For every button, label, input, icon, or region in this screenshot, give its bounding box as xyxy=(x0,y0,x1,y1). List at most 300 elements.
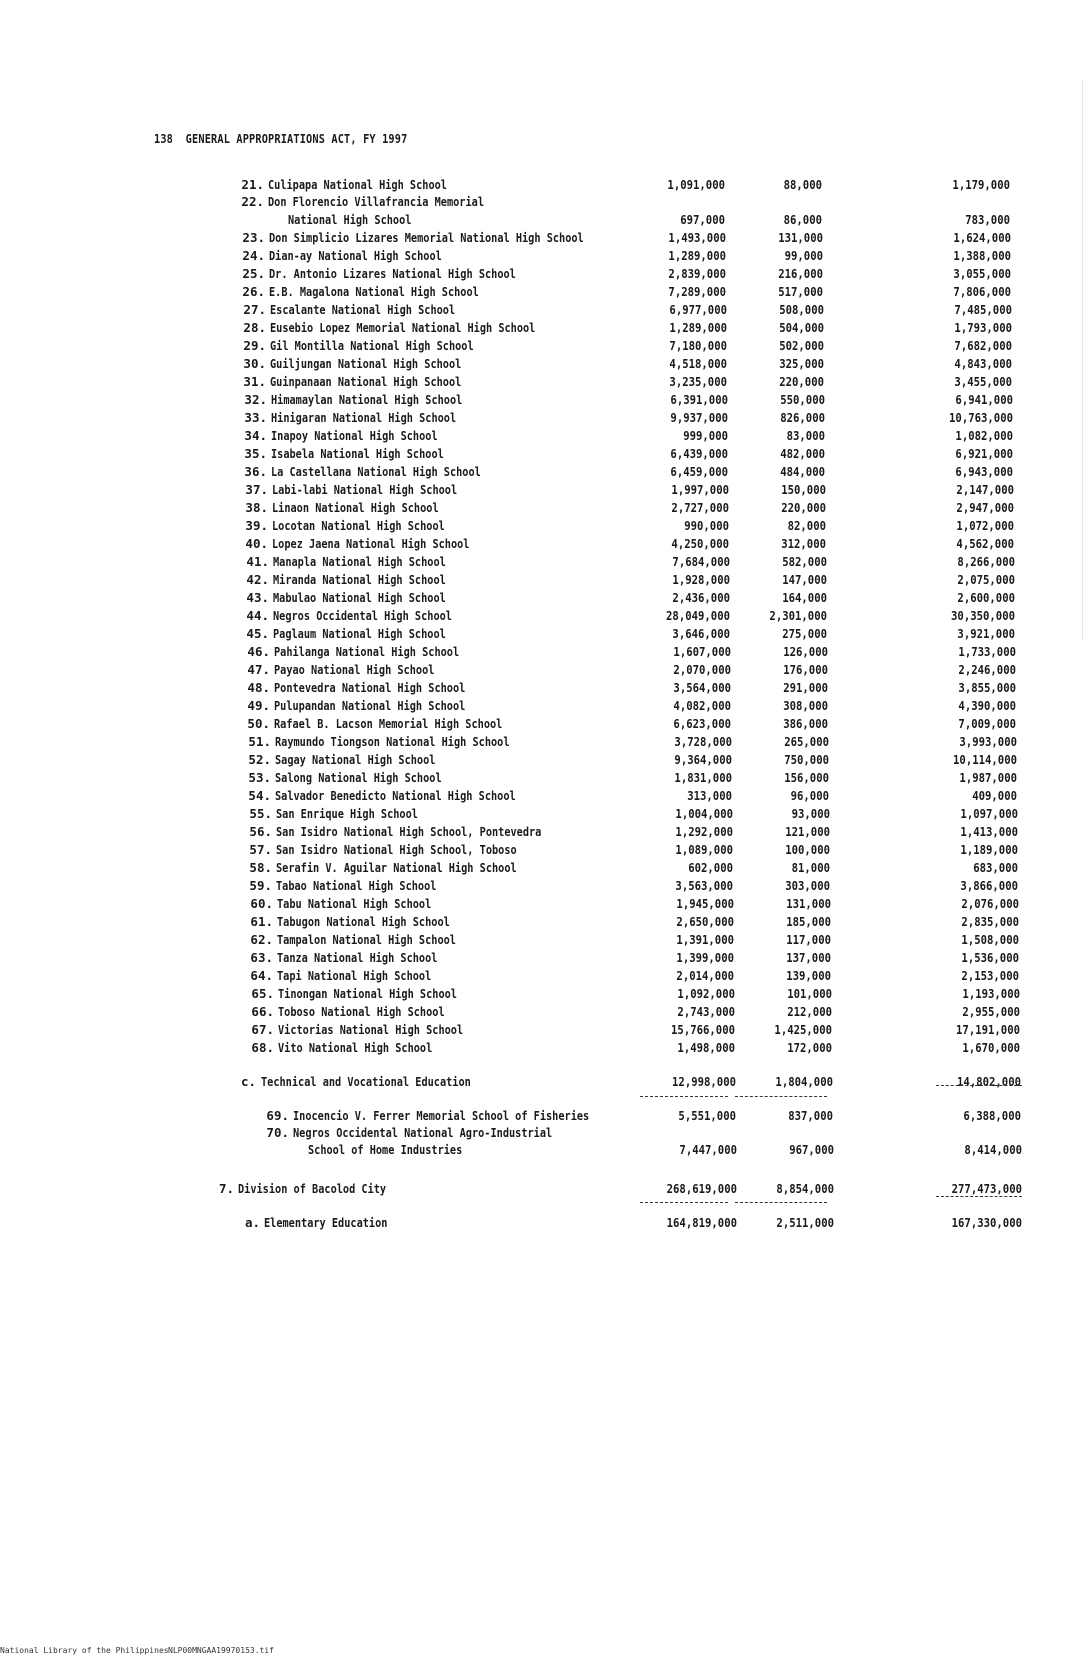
total-amount: 1,987,000 xyxy=(959,770,1017,785)
mooe-amount: 308,000 xyxy=(783,698,828,713)
item-number: 7. xyxy=(218,1181,234,1196)
personal-services-amount: 1,997,000 xyxy=(671,482,729,497)
school-name: Culipapa National High School xyxy=(268,177,447,192)
table-row xyxy=(0,716,1085,734)
school-name: Serafin V. Aguilar National High School xyxy=(276,860,517,875)
school-name: Negros Occidental High School xyxy=(273,608,452,623)
personal-services-amount: 28,049,000 xyxy=(666,608,730,623)
table-row xyxy=(0,1142,1085,1160)
total-amount: 7,009,000 xyxy=(958,716,1016,731)
table-row xyxy=(0,1108,1085,1126)
table-row xyxy=(0,1215,1085,1233)
mooe-amount: 82,000 xyxy=(787,518,826,533)
school-name: Gil Montilla National High School xyxy=(270,338,474,353)
personal-services-amount: 7,289,000 xyxy=(668,284,726,299)
personal-services-amount: 1,831,000 xyxy=(674,770,732,785)
total-amount: 2,955,000 xyxy=(962,1004,1020,1019)
file-identifier: NLP00MNGAA19970153.tif xyxy=(168,1646,274,1655)
school-name: Tapi National High School xyxy=(277,968,432,983)
mooe-amount: 517,000 xyxy=(778,284,823,299)
personal-services-amount: 1,092,000 xyxy=(677,986,735,1001)
school-name: Escalante National High School xyxy=(270,302,456,317)
item-number: 51. xyxy=(248,734,271,749)
item-number: 34. xyxy=(244,428,267,443)
personal-services-amount: 1,945,000 xyxy=(676,896,734,911)
mooe-amount: 550,000 xyxy=(780,392,825,407)
subtotal-rule xyxy=(735,1096,827,1097)
personal-services-amount: 999,000 xyxy=(683,428,728,443)
table-row xyxy=(0,932,1085,950)
mooe-amount: 101,000 xyxy=(787,986,832,1001)
total-amount: 2,075,000 xyxy=(957,572,1015,587)
school-name: Tinongan National High School xyxy=(278,986,457,1001)
item-number: 29. xyxy=(243,338,266,353)
mooe-amount: 967,000 xyxy=(789,1142,834,1157)
item-number: 38. xyxy=(245,500,268,515)
personal-services-amount: 2,070,000 xyxy=(673,662,731,677)
personal-services-amount: 3,564,000 xyxy=(673,680,731,695)
personal-services-amount: 5,551,000 xyxy=(678,1108,736,1123)
total-amount: 1,793,000 xyxy=(954,320,1012,335)
personal-services-amount: 697,000 xyxy=(680,212,725,227)
total-amount: 4,843,000 xyxy=(954,356,1012,371)
total-amount: 7,682,000 xyxy=(954,338,1012,353)
mooe-amount: 131,000 xyxy=(778,230,823,245)
mooe-amount: 504,000 xyxy=(779,320,824,335)
table-row xyxy=(0,860,1085,878)
mooe-amount: 837,000 xyxy=(788,1108,833,1123)
item-number: 41. xyxy=(246,554,269,569)
item-number: 22. xyxy=(241,194,264,209)
table-row xyxy=(0,482,1085,500)
school-name: Eusebio Lopez Memorial National High School xyxy=(270,320,536,335)
table-row xyxy=(0,284,1085,302)
mooe-amount: 216,000 xyxy=(778,266,823,281)
school-name: Dian-ay National High School xyxy=(269,248,442,263)
table-row xyxy=(0,392,1085,410)
item-number: 56. xyxy=(249,824,272,839)
table-row xyxy=(0,230,1085,248)
total-amount: 1,624,000 xyxy=(953,230,1011,245)
total-amount: 1,072,000 xyxy=(956,518,1014,533)
total-amount: 2,076,000 xyxy=(961,896,1019,911)
mooe-amount: 150,000 xyxy=(781,482,826,497)
item-number: 21. xyxy=(241,177,264,192)
item-number: 63. xyxy=(250,950,273,965)
personal-services-amount: 1,399,000 xyxy=(676,950,734,965)
personal-services-amount: 12,998,000 xyxy=(672,1074,736,1089)
mooe-amount: 502,000 xyxy=(779,338,824,353)
table-row xyxy=(0,356,1085,374)
item-number: c. xyxy=(240,1074,256,1089)
item-number: 31. xyxy=(243,374,266,389)
personal-services-amount: 2,743,000 xyxy=(677,1004,735,1019)
mooe-amount: 93,000 xyxy=(791,806,830,821)
item-number: 64. xyxy=(250,968,273,983)
item-number: 50. xyxy=(247,716,270,731)
school-name: San Enrique High School xyxy=(276,806,418,821)
total-amount: 14,802,000 xyxy=(957,1074,1021,1089)
total-amount: 6,941,000 xyxy=(955,392,1013,407)
mooe-amount: 1,804,000 xyxy=(775,1074,833,1089)
item-number: 46. xyxy=(247,644,270,659)
school-name: Mabulao National High School xyxy=(273,590,446,605)
table-row xyxy=(0,464,1085,482)
item-number: 37. xyxy=(245,482,268,497)
total-amount: 1,189,000 xyxy=(960,842,1018,857)
personal-services-amount: 602,000 xyxy=(688,860,733,875)
personal-services-amount: 2,650,000 xyxy=(676,914,734,929)
personal-services-amount: 1,089,000 xyxy=(675,842,733,857)
personal-services-amount: 1,498,000 xyxy=(677,1040,735,1055)
personal-services-amount: 1,091,000 xyxy=(667,177,725,192)
total-amount: 3,855,000 xyxy=(958,680,1016,695)
item-number: 58. xyxy=(249,860,272,875)
total-amount: 8,266,000 xyxy=(957,554,1015,569)
total-amount: 3,993,000 xyxy=(959,734,1017,749)
total-amount: 783,000 xyxy=(965,212,1010,227)
personal-services-amount: 15,766,000 xyxy=(671,1022,735,1037)
mooe-amount: 826,000 xyxy=(780,410,825,425)
mooe-amount: 176,000 xyxy=(783,662,828,677)
school-name: Tanza National High School xyxy=(277,950,438,965)
table-row xyxy=(0,266,1085,284)
item-number: 65. xyxy=(251,986,274,1001)
mooe-amount: 386,000 xyxy=(783,716,828,731)
school-name: Hinigaran National High School xyxy=(271,410,457,425)
total-amount: 3,455,000 xyxy=(954,374,1012,389)
table-row xyxy=(0,212,1085,230)
table-row xyxy=(0,500,1085,518)
item-number: 36. xyxy=(244,464,267,479)
personal-services-amount: 164,819,000 xyxy=(666,1215,737,1230)
school-name: Locotan National High School xyxy=(272,518,445,533)
subtotal-rule xyxy=(936,1085,1022,1086)
mooe-amount: 139,000 xyxy=(786,968,831,983)
item-number: 68. xyxy=(251,1040,274,1055)
table-row xyxy=(0,1125,1085,1143)
total-amount: 7,485,000 xyxy=(954,302,1012,317)
personal-services-amount: 3,646,000 xyxy=(672,626,730,641)
item-number: 62. xyxy=(250,932,273,947)
total-amount: 1,097,000 xyxy=(960,806,1018,821)
total-amount: 1,670,000 xyxy=(962,1040,1020,1055)
school-name: Miranda National High School xyxy=(273,572,446,587)
table-row xyxy=(0,302,1085,320)
personal-services-amount: 990,000 xyxy=(684,518,729,533)
library-credit: National Library of the Philippines xyxy=(0,1646,169,1655)
item-number: 24. xyxy=(242,248,265,263)
item-number: 66. xyxy=(251,1004,274,1019)
school-name: Sagay National High School xyxy=(275,752,436,767)
table-row xyxy=(0,770,1085,788)
item-number: 60. xyxy=(250,896,273,911)
table-row xyxy=(0,824,1085,842)
school-name: Elementary Education xyxy=(264,1215,388,1230)
item-number: 30. xyxy=(243,356,266,371)
mooe-amount: 275,000 xyxy=(782,626,827,641)
table-row xyxy=(0,788,1085,806)
item-number: 48. xyxy=(247,680,270,695)
total-amount: 683,000 xyxy=(973,860,1018,875)
table-row xyxy=(0,1004,1085,1022)
table-row xyxy=(0,950,1085,968)
table-row xyxy=(0,968,1085,986)
table-row xyxy=(0,320,1085,338)
mooe-amount: 100,000 xyxy=(785,842,830,857)
item-number: 44. xyxy=(246,608,269,623)
item-number: 49. xyxy=(247,698,270,713)
school-name: Tampalon National High School xyxy=(277,932,456,947)
table-row xyxy=(0,1074,1085,1092)
personal-services-amount: 7,180,000 xyxy=(669,338,727,353)
school-name: San Isidro National High School, Toboso xyxy=(276,842,517,857)
school-name: Division of Bacolod City xyxy=(238,1181,387,1196)
mooe-amount: 83,000 xyxy=(786,428,825,443)
table-row xyxy=(0,644,1085,662)
mooe-amount: 137,000 xyxy=(786,950,831,965)
total-amount: 1,082,000 xyxy=(955,428,1013,443)
school-name: Payao National High School xyxy=(274,662,435,677)
total-amount: 1,733,000 xyxy=(958,644,1016,659)
table-row xyxy=(0,177,1085,195)
school-name: Pahilanga National High School xyxy=(274,644,460,659)
mooe-amount: 121,000 xyxy=(785,824,830,839)
personal-services-amount: 3,728,000 xyxy=(674,734,732,749)
personal-services-amount: 2,014,000 xyxy=(676,968,734,983)
total-amount: 10,763,000 xyxy=(949,410,1013,425)
personal-services-amount: 4,518,000 xyxy=(669,356,727,371)
total-amount: 4,562,000 xyxy=(956,536,1014,551)
school-name: Negros Occidental National Agro-Industrial xyxy=(293,1125,553,1140)
table-row xyxy=(0,1040,1085,1058)
mooe-amount: 303,000 xyxy=(785,878,830,893)
item-number: a. xyxy=(244,1215,260,1230)
total-amount: 1,536,000 xyxy=(961,950,1019,965)
item-number: 70. xyxy=(266,1125,289,1140)
item-number: 23. xyxy=(242,230,265,245)
table-row xyxy=(0,752,1085,770)
school-name: Tabugon National High School xyxy=(277,914,450,929)
personal-services-amount: 1,292,000 xyxy=(675,824,733,839)
table-row xyxy=(0,572,1085,590)
total-amount: 1,179,000 xyxy=(952,177,1010,192)
item-number: 43. xyxy=(246,590,269,605)
item-number: 67. xyxy=(251,1022,274,1037)
personal-services-amount: 1,289,000 xyxy=(668,248,726,263)
total-amount: 3,921,000 xyxy=(957,626,1015,641)
mooe-amount: 220,000 xyxy=(779,374,824,389)
personal-services-amount: 2,727,000 xyxy=(671,500,729,515)
total-amount: 2,835,000 xyxy=(961,914,1019,929)
total-amount: 30,350,000 xyxy=(951,608,1015,623)
total-amount: 167,330,000 xyxy=(951,1215,1022,1230)
total-amount: 2,600,000 xyxy=(957,590,1015,605)
total-amount: 2,153,000 xyxy=(961,968,1019,983)
item-number: 69. xyxy=(266,1108,289,1123)
item-number: 61. xyxy=(250,914,273,929)
school-name: Guiljungan National High School xyxy=(270,356,462,371)
table-row xyxy=(0,734,1085,752)
table-row xyxy=(0,428,1085,446)
school-name: La Castellana National High School xyxy=(271,464,481,479)
item-number: 53. xyxy=(248,770,271,785)
personal-services-amount: 3,235,000 xyxy=(669,374,727,389)
personal-services-amount: 9,937,000 xyxy=(670,410,728,425)
table-row xyxy=(0,554,1085,572)
school-name: Linaon National High School xyxy=(272,500,439,515)
item-number: 47. xyxy=(247,662,270,677)
item-number: 55. xyxy=(249,806,272,821)
total-amount: 3,866,000 xyxy=(960,878,1018,893)
school-name: Inocencio V. Ferrer Memorial School of Fisheries xyxy=(293,1108,590,1123)
table-row xyxy=(0,896,1085,914)
school-name: School of Home Industries xyxy=(308,1142,463,1157)
total-amount: 6,943,000 xyxy=(955,464,1013,479)
item-number: 25. xyxy=(242,266,265,281)
subtotal-rule xyxy=(936,1196,1022,1197)
table-row xyxy=(0,662,1085,680)
item-number: 59. xyxy=(249,878,272,893)
school-name: Manapla National High School xyxy=(273,554,446,569)
school-name: E.B. Magalona National High School xyxy=(269,284,479,299)
school-name: Lopez Jaena National High School xyxy=(272,536,470,551)
item-number: 57. xyxy=(249,842,272,857)
mooe-amount: 265,000 xyxy=(784,734,829,749)
personal-services-amount: 313,000 xyxy=(687,788,732,803)
personal-services-amount: 6,977,000 xyxy=(669,302,727,317)
table-row xyxy=(0,878,1085,896)
mooe-amount: 99,000 xyxy=(784,248,823,263)
total-amount: 10,114,000 xyxy=(953,752,1017,767)
school-name: Salong National High School xyxy=(275,770,442,785)
mooe-amount: 582,000 xyxy=(782,554,827,569)
total-amount: 409,000 xyxy=(972,788,1017,803)
personal-services-amount: 9,364,000 xyxy=(674,752,732,767)
personal-services-amount: 268,619,000 xyxy=(666,1181,737,1196)
school-name: Inapoy National High School xyxy=(271,428,438,443)
personal-services-amount: 7,684,000 xyxy=(672,554,730,569)
item-number: 27. xyxy=(243,302,266,317)
page-number: 138 xyxy=(154,131,174,146)
item-number: 32. xyxy=(244,392,267,407)
mooe-amount: 172,000 xyxy=(787,1040,832,1055)
school-name: Rafael B. Lacson Memorial High School xyxy=(274,716,503,731)
total-amount: 7,806,000 xyxy=(953,284,1011,299)
table-row xyxy=(0,410,1085,428)
school-name: Don Florencio Villafrancia Memorial xyxy=(268,194,484,209)
school-name: Salvador Benedicto National High School xyxy=(275,788,516,803)
school-name: Vito National High School xyxy=(278,1040,433,1055)
school-name: Tabu National High School xyxy=(277,896,432,911)
table-row xyxy=(0,986,1085,1004)
total-amount: 2,947,000 xyxy=(956,500,1014,515)
table-row xyxy=(0,680,1085,698)
table-row xyxy=(0,914,1085,932)
total-amount: 17,191,000 xyxy=(956,1022,1020,1037)
personal-services-amount: 1,607,000 xyxy=(673,644,731,659)
personal-services-amount: 4,082,000 xyxy=(673,698,731,713)
table-row xyxy=(0,194,1085,212)
table-row xyxy=(0,446,1085,464)
personal-services-amount: 2,436,000 xyxy=(672,590,730,605)
mooe-amount: 212,000 xyxy=(787,1004,832,1019)
personal-services-amount: 6,439,000 xyxy=(670,446,728,461)
item-number: 39. xyxy=(245,518,268,533)
table-row xyxy=(0,608,1085,626)
school-name: Tabao National High School xyxy=(276,878,437,893)
subtotal-rule xyxy=(640,1096,728,1097)
total-amount: 1,193,000 xyxy=(962,986,1020,1001)
mooe-amount: 508,000 xyxy=(779,302,824,317)
subtotal-rule xyxy=(640,1202,728,1203)
item-number: 33. xyxy=(244,410,267,425)
personal-services-amount: 6,391,000 xyxy=(670,392,728,407)
school-name: Himamaylan National High School xyxy=(271,392,463,407)
mooe-amount: 1,425,000 xyxy=(774,1022,832,1037)
mooe-amount: 2,301,000 xyxy=(769,608,827,623)
item-number: 35. xyxy=(244,446,267,461)
table-row xyxy=(0,338,1085,356)
table-row xyxy=(0,248,1085,266)
total-amount: 277,473,000 xyxy=(951,1181,1022,1196)
total-amount: 2,246,000 xyxy=(958,662,1016,677)
total-amount: 1,388,000 xyxy=(953,248,1011,263)
table-row xyxy=(0,806,1085,824)
table-row xyxy=(0,842,1085,860)
mooe-amount: 131,000 xyxy=(786,896,831,911)
mooe-amount: 484,000 xyxy=(780,464,825,479)
mooe-amount: 482,000 xyxy=(780,446,825,461)
table-row xyxy=(0,590,1085,608)
mooe-amount: 147,000 xyxy=(782,572,827,587)
item-number: 28. xyxy=(243,320,266,335)
item-number: 26. xyxy=(242,284,265,299)
total-amount: 6,921,000 xyxy=(955,446,1013,461)
personal-services-amount: 3,563,000 xyxy=(675,878,733,893)
personal-services-amount: 6,623,000 xyxy=(673,716,731,731)
school-name: National High School xyxy=(288,212,412,227)
mooe-amount: 156,000 xyxy=(784,770,829,785)
mooe-amount: 164,000 xyxy=(782,590,827,605)
school-name: Guinpanaan National High School xyxy=(270,374,462,389)
table-row xyxy=(0,536,1085,554)
total-amount: 4,390,000 xyxy=(958,698,1016,713)
table-row xyxy=(0,698,1085,716)
school-name: Labi-labi National High School xyxy=(272,482,458,497)
page-title: GENERAL APPROPRIATIONS ACT, FY 1997 xyxy=(185,131,408,146)
item-number: 45. xyxy=(246,626,269,641)
school-name: Isabela National High School xyxy=(271,446,444,461)
personal-services-amount: 1,391,000 xyxy=(676,932,734,947)
total-amount: 2,147,000 xyxy=(956,482,1014,497)
mooe-amount: 88,000 xyxy=(783,177,822,192)
mooe-amount: 81,000 xyxy=(791,860,830,875)
school-name: Don Simplicio Lizares Memorial National High School xyxy=(269,230,584,245)
total-amount: 8,414,000 xyxy=(964,1142,1022,1157)
total-amount: 1,413,000 xyxy=(960,824,1018,839)
school-name: Technical and Vocational Education xyxy=(261,1074,471,1089)
mooe-amount: 86,000 xyxy=(783,212,822,227)
mooe-amount: 325,000 xyxy=(779,356,824,371)
personal-services-amount: 1,004,000 xyxy=(675,806,733,821)
mooe-amount: 2,511,000 xyxy=(776,1215,834,1230)
table-row xyxy=(0,1181,1085,1199)
table-row xyxy=(0,1022,1085,1040)
mooe-amount: 185,000 xyxy=(786,914,831,929)
personal-services-amount: 6,459,000 xyxy=(670,464,728,479)
mooe-amount: 291,000 xyxy=(783,680,828,695)
